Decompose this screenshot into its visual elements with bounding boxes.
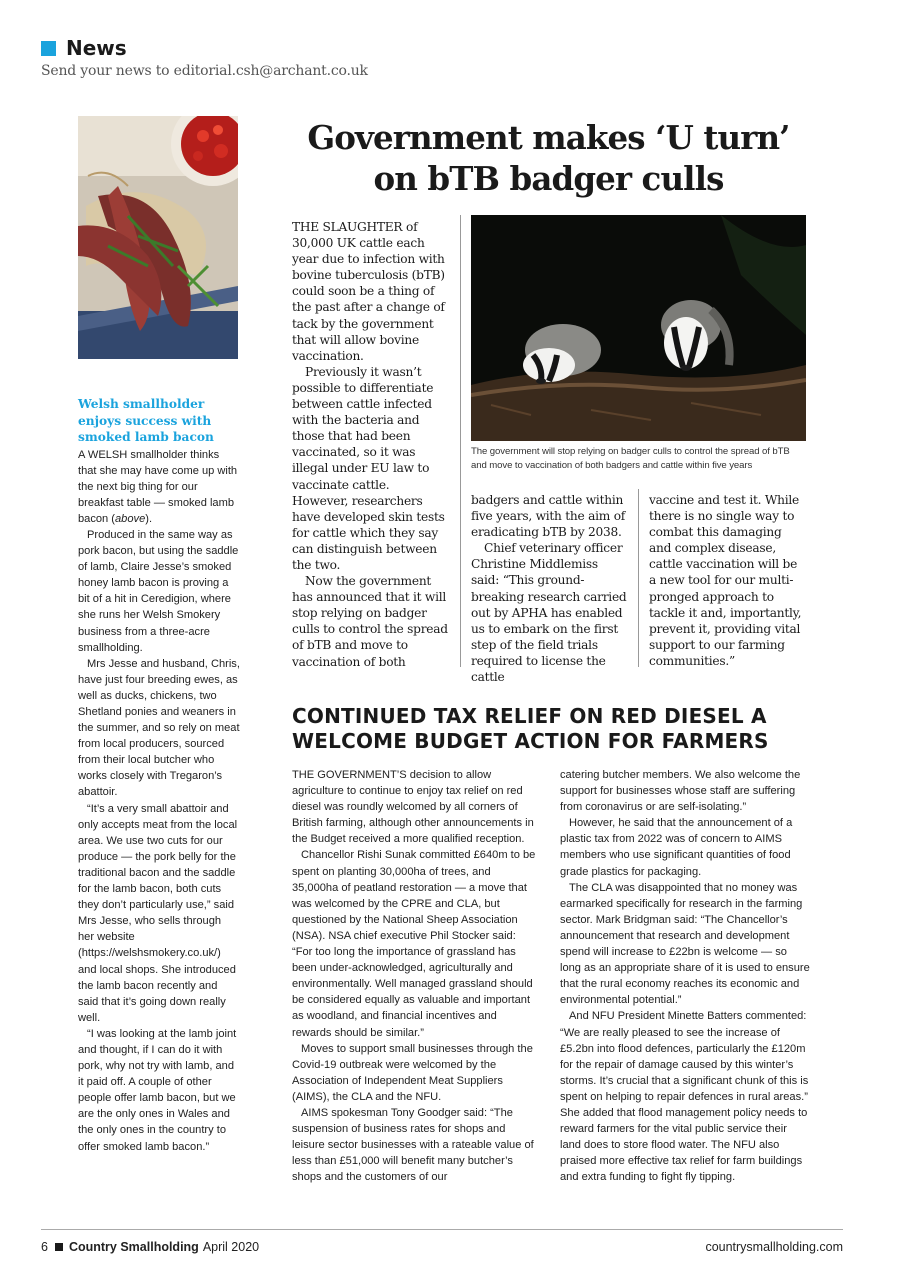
main-headline: Government makes ‘U turn’ on bTB badger culls [307, 118, 790, 198]
article-paragraph: Chief veterinary officer Christine Middlemiss said: “This ground-breaking research carried out by APHA has enabled us to embark on the first step of the field trials required to license the cattle [471, 541, 627, 685]
article-paragraph: Now the government has announced that it will stop relying on badger culls to control the spread of bTB and move to vaccination of both [292, 574, 448, 669]
column-divider [638, 489, 639, 667]
column-divider [460, 215, 461, 667]
article-paragraph: THE SLAUGHTER of 30,000 UK cattle each year due to infection with bovine tuberculosis (bTB) could soon be a thing of the past after a change of tack by the government that will allow bovine vaccination. [292, 220, 445, 363]
page-number: 6 [41, 1240, 48, 1254]
main-article-column-3 [649, 492, 807, 669]
blue-square-icon [41, 41, 56, 56]
issue-date: April 2020 [202, 1240, 260, 1254]
article-paragraph: Previously it wasn’t possible to differentiate between cattle infected with the bacteria and those that had been vaccinated, so it was illegal under EU law to vaccinate cattle. However, researchers have developed skin tests for cattle which they say can distinguish between the two. [292, 364, 445, 572]
sidebar-story [78, 396, 240, 1155]
article-paragraph: Moves to support small businesses through the Covid-19 outbreak were welcomed by the Association of Independent Meat Suppliers (AIMS), the CLA and the NFU. [292, 1042, 533, 1103]
article-paragraph: AIMS spokesman Tony Goodger said: “The suspension of business rates for shops and leisure sector businesses with a rateable value of less than £51,000 will benefit many butcher’s shops and the customers of our [292, 1106, 534, 1184]
website-link[interactable]: countrysmallholding.com [705, 1240, 843, 1254]
sidebar-paragraph: A WELSH smallholder thinks that she may have come up with the next big thing for our breakfast table — smoked lamb bacon (above). [78, 448, 238, 525]
second-article-column-1 [292, 767, 538, 1185]
main-article-column-1 [292, 219, 449, 670]
article-paragraph: Chancellor Rishi Sunak committed £640m to be spent on planting 30,000ha of trees, and 35,000ha of peatland restoration — a move that was welcomed by the CPRE and CLA, but questioned by the National Sheep Association (NSA). NSA chief executive Phil Stocker said: “For too long the importance of grassland has been under-acknowledged, agriculturally and environmentally. Well managed grassland should be considered equally as valuable and important as woodland, and financial incentives and rewards should be similar.” [292, 849, 536, 1039]
article-paragraph: However, he said that the announcement of a plastic tax from 2022 was of concern to AIMS members who use significant quantities of food grade plastics for packaging. [560, 817, 793, 878]
black-square-icon [55, 1243, 63, 1251]
section-header [41, 36, 861, 79]
section-title: News [66, 36, 127, 60]
article-paragraph: vaccine and test it. While there is no single way to combat this damaging and complex disease, cattle vaccination will be a new tool for our multi-pronged approach to tackle it and, importantly, prevent it, providing vital support to our farming communities.” [649, 493, 802, 668]
article-paragraph: badgers and cattle within five years, with the aim of eradicating bTB by 2038. [471, 493, 626, 540]
page-footer [41, 1240, 843, 1254]
article-paragraph: catering butcher members. We also welcome the support for businesses whose staff are suffering from coronavirus or are self-isolating.” [560, 769, 801, 814]
sidebar-paragraph: Produced in the same way as pork bacon, but using the saddle of lamb, Claire Jesse’s smoked honey lamb bacon is proving a bit of a hit in Ceredigion, where she runs her Welsh Smokery business from a three-acre smallholding. [78, 528, 239, 654]
sidebar-headline: Welsh smallholder enjoys success with smoked lamb bacon [78, 397, 214, 444]
lamb-bacon-photo [78, 116, 238, 359]
photo-caption: The government will stop relying on badger culls to control the spread of bTB and move to vaccination of both badgers and cattle within five years [471, 446, 790, 471]
sidebar-paragraph: Mrs Jesse and husband, Chris, have just four breeding ewes, as well as ducks, chickens, two Shetland ponies and weaners in the summer, and so rely on meat from local producers, sourced from their local butcher who works closely with Tregaron’s abattoir. [78, 657, 240, 799]
footer-rule [41, 1229, 843, 1230]
article-paragraph: The CLA was disappointed that no money was earmarked specifically for research in the farming sector. Mark Bridgman said: “The Chancellor’s announcement that research and development spend will increase to £22bn is welcome — so long as an appropriate share of it is used to ensure that the rural economy reaches its economic and environmental potential.” [560, 881, 810, 1007]
article-paragraph: And NFU President Minette Batters commented: “We are really pleased to see the increase of £5.2bn into flood defences, particularly the £120m for the repair of damage caused by this winter’s storms. It’s crucial that a significant chunk of this is spent on helping to repair defences in rural areas.” She added that flood management policy needs to reward farmers for the vital public service their land does to store flood water. The NFU also praised more effective tax relief for farm buildings and extra funding to fight fly tipping. [560, 1010, 809, 1184]
article-paragraph: THE GOVERNMENT’S decision to allow agriculture to continue to enjoy tax relief on red diesel was roundly welcomed by all corners of British farming, although other announcements in the Budget received a more qualified reception. [292, 769, 534, 846]
section-subline: Send your news to editorial.csh@archant.co.uk [41, 63, 368, 79]
magazine-name: Country Smallholding [68, 1240, 199, 1254]
second-headline: CONTINUED TAX RELIEF ON RED DIESEL A WELCOME BUDGET ACTION FOR FARMERS [292, 704, 769, 753]
sidebar-paragraph: “I was looking at the lamb joint and thought, if I can do it with pork, why not try with lamb, and it paid off. A couple of other people offer lamb bacon, but we are the only ones in Wales and the only ones in the country to offer smoked lamb bacon.” [78, 1027, 237, 1153]
main-article-column-2 [471, 492, 628, 685]
sidebar-paragraph: “It’s a very small abattoir and only accepts meat from the local area. We use two cuts for our produce — the pork belly for the traditional bacon and the saddle for the lamb bacon, both cuts they don’t particularly use,” said Mrs Jesse, who sells through her website (https://welshsmokery.co.uk/) and local shops. She introduced the lamb bacon recently and said that it’s going down really well. [78, 802, 238, 1024]
badger-photo [471, 215, 806, 441]
second-article-column-2 [560, 767, 810, 1185]
